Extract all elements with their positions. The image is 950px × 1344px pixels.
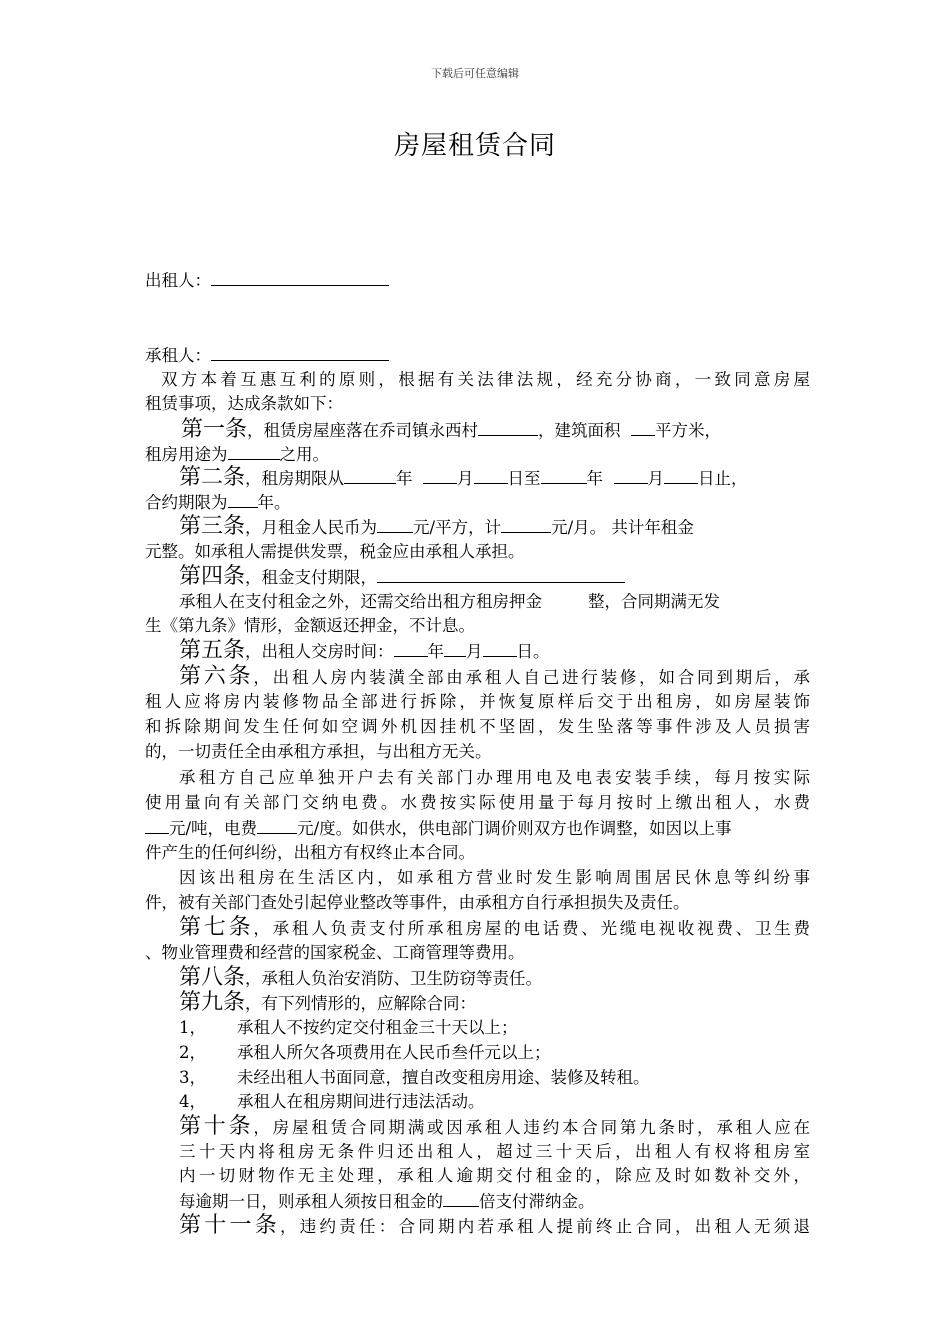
- article-2-heading: 第二条: [179, 465, 246, 490]
- article-8-line-1: 第八条，承租人负治安消防、卫生防窃等责任。: [179, 965, 543, 990]
- article-6-line-2: 租人应将房内装修物品全部进行拆除，并恢复原样后交于出租房，如房屋装饰: [145, 692, 810, 711]
- article-7-line-2: 、物业管理费和经营的国家税金、工商管理等费用。: [145, 943, 525, 962]
- article-7-heading: 第七条: [179, 915, 254, 940]
- article-6-line-4: 的，一切责任全由承租方承担，与出租方无关。: [145, 742, 492, 761]
- lessee-blank: [211, 343, 389, 361]
- article-6-line-1: 第六条，出租人房内装潢全部由承租人自己进行装修，如合同到期后，承: [179, 664, 810, 689]
- article-4-line-1: 第四条，租金支付期限，: [145, 565, 810, 590]
- lessor-label: 出租人：: [145, 271, 211, 290]
- intro-line-1: 双方本着互惠互利的原则，根据有关法律法规，经充分协商，一致同意房屋: [161, 370, 810, 389]
- lessee-line: [145, 343, 810, 368]
- article-1-heading: 第一条: [181, 417, 248, 442]
- article-10-line-2: 三十天内将租房无条件归还出租人，超过三十天后，出租人有权将租房室: [179, 1142, 810, 1161]
- article-3-line-1: 第三条，月租金人民币为 元/平方，计 元/月。 共计年租金: [179, 514, 694, 539]
- article-10-line-4: 每逾期一日，则承租人须按日租金的 倍支付滞纳金。: [145, 1189, 810, 1214]
- article-2-line-1: 第二条，租房期限从 年 月 日至 年 月 日止，: [179, 465, 748, 490]
- article-4-line-3: 生《第九条》情形，金额返还押金，不计息。: [145, 616, 475, 635]
- article-6-para2-line-1: 承租方自己应单独开户去有关部门办理用电及电表安装手续，每月按实际: [179, 768, 810, 787]
- article-1-line-1: 第一条，租赁房屋座落在乔司镇永西村 ，建筑面积 平方米，: [181, 417, 722, 442]
- lessor-blank: [211, 268, 389, 286]
- article-8-heading: 第八条: [179, 965, 246, 990]
- article-10-line-3: 内一切财物作无主处理，承租人逾期交付租金的，除应及时如数补交外，: [179, 1166, 810, 1185]
- article-9-line-1: 第九条，有下列情形的，应解除合同：: [179, 990, 477, 1015]
- lessor-line: [145, 268, 810, 293]
- article-2-line-2: 合约期限为 年。: [145, 490, 810, 515]
- article-9-heading: 第九条: [179, 990, 246, 1015]
- list-item: 3， 未经出租人书面同意，擅自改变租房用途、装修及转租。: [179, 1068, 650, 1087]
- article-10-line-1: 第十条，房屋租赁合同期满或因承租人违约本合同第九条时，承租人应在: [179, 1114, 810, 1139]
- article-6-para2-line-4: 件产生的任何纠纷，出租方有权终止本合同。: [145, 843, 475, 862]
- article-4-heading: 第四条: [179, 564, 246, 589]
- article-5-line-1: 第五条，出租人交房时间： 年 月 日。: [179, 638, 550, 663]
- article-6-para2-line-2: 使用量向有关部门交纳电费。水费按实际使用量于每月按时上缴出租人，水费: [145, 793, 810, 812]
- article-7-line-1: 第七条，承租人负责支付所承租房屋的电话费、光缆电视收视费、卫生费: [179, 915, 810, 940]
- article-6-para3-line-1: 因该出租房在生活区内，如承租方营业时发生影响周围居民休息等纠纷事: [179, 868, 810, 887]
- article-11-heading: 第十一条: [179, 1213, 280, 1238]
- article-1-line-2: 租房用途为 之用。: [145, 442, 810, 467]
- article-6-heading: 第六条: [179, 664, 254, 689]
- article-10-heading: 第十条: [179, 1114, 254, 1139]
- lessee-label: 承租人：: [145, 346, 211, 365]
- document-title: 房屋租赁合同: [393, 131, 556, 161]
- article-4-line-2: 承租人在支付租金之外，还需交给出租方租房押金 整，合同期满无发: [179, 592, 720, 611]
- list-item: 4， 承租人在租房期间进行违法活动。: [179, 1092, 485, 1111]
- article-3-line-2: 元整。如承租人需提供发票，税金应由承租人承担。: [145, 542, 525, 561]
- article-11-line-1: 第十一条，违约责任：合同期内若承租人提前终止合同，出租人无须退: [179, 1213, 810, 1238]
- intro-line-2: 租赁事项，达成条款如下：: [145, 394, 343, 413]
- list-item: 2， 承租人所欠各项费用在人民币叁仟元以上；: [179, 1043, 551, 1062]
- list-item: 1， 承租人不按约定交付租金三十天以上；: [179, 1018, 518, 1037]
- article-5-heading: 第五条: [179, 638, 246, 663]
- page-header: 下载后可任意编辑: [431, 67, 519, 80]
- article-3-heading: 第三条: [179, 514, 246, 539]
- article-6-line-3: 和拆除期间发生任何如空调外机因挂机不坚固，发生坠落等事件涉及人员损害: [145, 717, 810, 736]
- article-6-para3-line-2: 件，被有关部门查处引起停业整改等事件，由承租方自行承担损失及责任。: [145, 893, 690, 912]
- article-6-para2-line-3: 元/吨，电费 元/度。如供水，供电部门调价则双方也作调整，如因以上事: [145, 816, 810, 841]
